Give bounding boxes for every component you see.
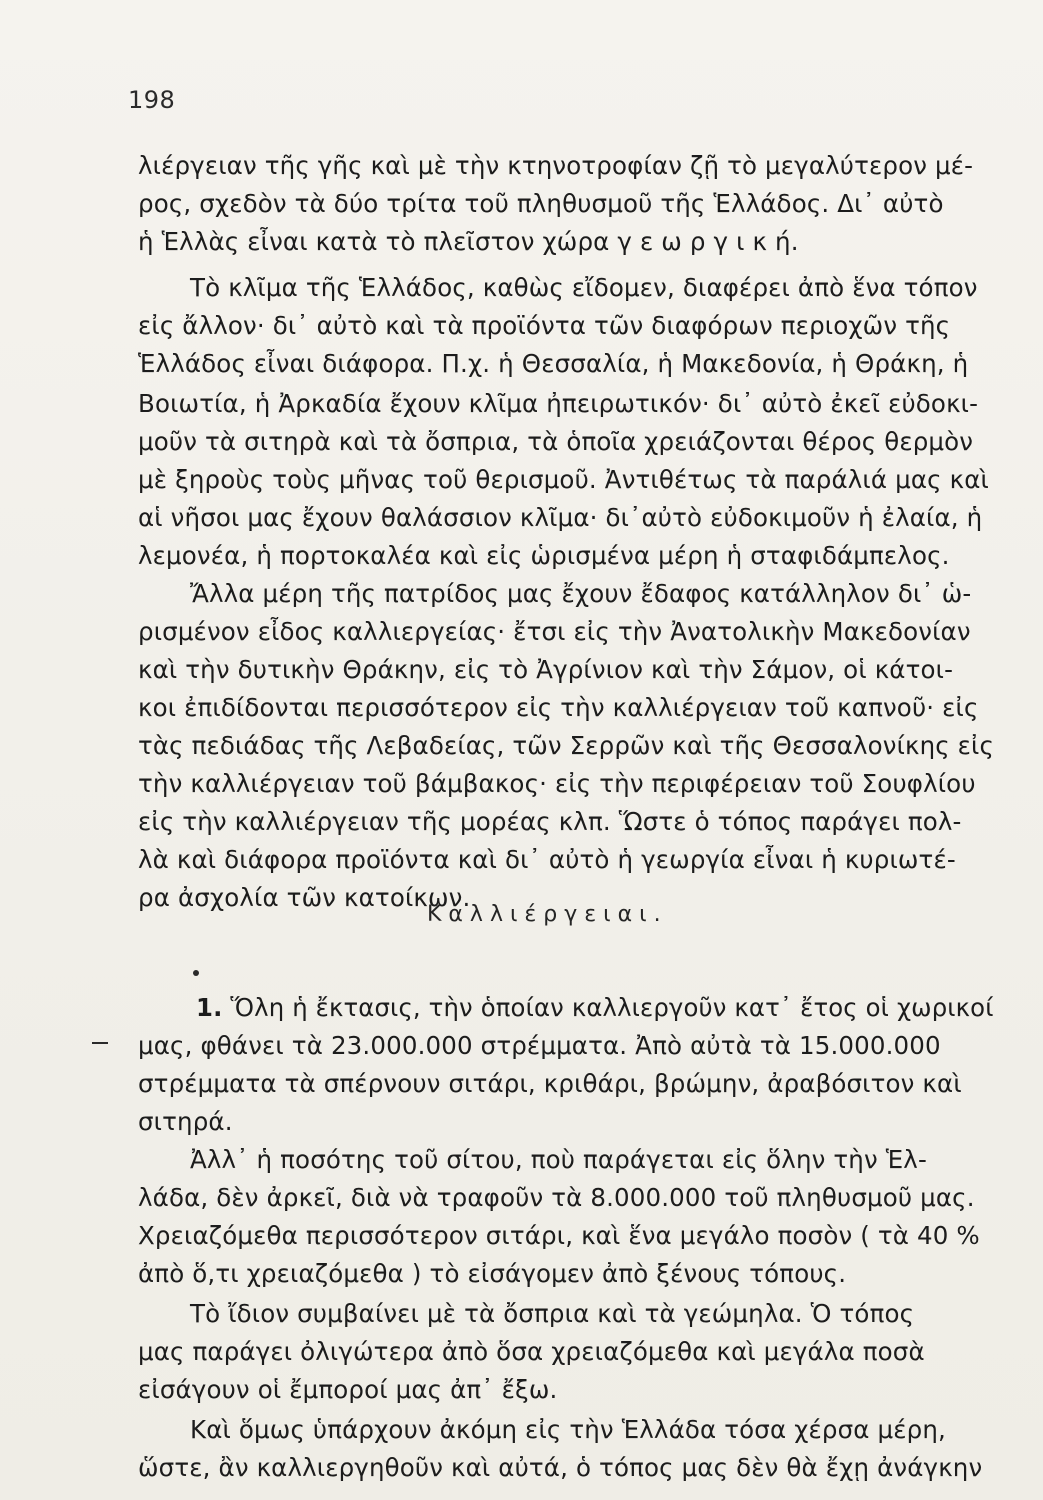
- text-line: Καὶ ὅμως ὑπάρχουν ἀκόμη εἰς τὴν Ἑλλάδα τόσα χέρσα μέρη,: [190, 1415, 946, 1444]
- text-line: μας, φθάνει τὰ 23.000.000 στρέμματα. Ἀπὸ αὐτὰ τὰ 15.000.000: [138, 1031, 941, 1060]
- text-line: τὰς πεδιάδας τῆς Λεβαδείας, τῶν Σερρῶν καὶ τῆς Θεσσαλονίκης εἰς: [138, 731, 995, 760]
- text-line: καὶ τὴν δυτικὴν Θράκην, εἰς τὸ Ἀγρίνιον καὶ τὴν Σάμον, οἱ κάτοι-: [138, 655, 954, 684]
- text-line: εἰσάγουν οἱ ἔμποροί μας ἀπ᾽ ἔξω.: [138, 1375, 558, 1404]
- text-line: Ἑλλάδος εἶναι διάφορα. Π.χ. ἡ Θεσσαλία, ἡ Μακεδονία, ἡ Θράκη, ἡ: [138, 349, 969, 378]
- section-number: 1.: [196, 993, 223, 1022]
- text-line: Τὸ κλῖμα τῆς Ἑλλάδος, καθὼς εἴδομεν, διαφέρει ἀπὸ ἕνα τόπον: [190, 273, 978, 302]
- text-line: σιτηρά.: [138, 1107, 233, 1136]
- text-line: Τὸ ἴδιον συμβαίνει μὲ τὰ ὄσπρια καὶ τὰ γεώμηλα. Ὁ τόπος: [190, 1299, 915, 1328]
- text-line: μοῦν τὰ σιτηρὰ καὶ τὰ ὄσπρια, τὰ ὁποῖα χρειάζονται θέρος θερμὸν: [138, 427, 974, 456]
- ink-dot-mark: [193, 970, 199, 976]
- page-number: 198: [128, 86, 176, 114]
- text-line: λιέργειαν τῆς γῆς καὶ μὲ τὴν κτηνοτροφίαν ζῇ τὸ μεγαλύτερον μέ-: [138, 151, 974, 180]
- text-line: λὰ καὶ διάφορα προϊόντα καὶ δι᾽ αὐτὸ ἡ γεωργία εἶναι ἡ κυριωτέ-: [138, 845, 956, 874]
- text-line: εἰς ἄλλον· δι᾽ αὐτὸ καὶ τὰ προϊόντα τῶν διαφόρων περιοχῶν τῆς: [138, 311, 951, 340]
- text-line: μας παράγει ὀλιγώτερα ἀπὸ ὅσα χρειαζόμεθα καὶ μεγάλα ποσὰ: [138, 1337, 925, 1366]
- text-line: εἰς τὴν καλλιέργειαν τῆς μορέας κλπ. Ὥστε ὁ τόπος παράγει πολ-: [138, 807, 962, 836]
- text-line: αἱ νῆσοι μας ἔχουν θαλάσσιον κλῖμα· δι᾽αὐτὸ εὐδοκιμοῦν ἡ ἐλαία, ἡ: [138, 503, 983, 532]
- text-line: κοι ἐπιδίδονται περισσότερον εἰς τὴν καλλιέργειαν τοῦ καπνοῦ· εἰς: [138, 693, 979, 722]
- margin-dash-mark: [92, 1042, 108, 1044]
- text-line-numbered: [196, 990, 994, 1026]
- text-line: ρα ἀσχολία τῶν κατοίκων.: [138, 883, 471, 912]
- section-heading: Καλλιέργειαι.: [427, 902, 668, 927]
- text-line: μὲ ξηροὺς τοὺς μῆνας τοῦ θερισμοῦ. Ἀντιθέτως τὰ παράλιά μας καὶ: [138, 465, 989, 494]
- text-line: ρος, σχεδὸν τὰ δύο τρίτα τοῦ πληθυσμοῦ τῆς Ἑλλάδος. Δι᾽ αὐτὸ: [138, 189, 944, 218]
- text-line: ἀπὸ ὅ,τι χρειαζόμεθα ) τὸ εἰσάγομεν ἀπὸ ξένους τόπους.: [138, 1259, 847, 1288]
- text-line: Ἄλλα μέρη τῆς πατρίδος μας ἔχουν ἔδαφος κατάλληλον δι᾽ ὡ-: [190, 579, 972, 608]
- text-line: ρισμένον εἶδος καλλιεργείας· ἔτσι εἰς τὴν Ἀνατολικὴν Μακεδονίαν: [138, 617, 971, 646]
- text-line: Χρειαζόμεθα περισσότερον σιτάρι, καὶ ἕνα μεγάλο ποσὸν ( τὰ 40 %: [138, 1221, 980, 1250]
- text-line: ὥστε, ἂν καλλιεργηθοῦν καὶ αὐτά, ὁ τόπος μας δὲν θὰ ἔχῃ ἀνάγκην: [138, 1453, 983, 1482]
- text-line: ἡ Ἑλλὰς εἶναι κατὰ τὸ πλεῖστον χώρα γ ε ω ρ γ ι κ ή.: [138, 227, 799, 256]
- text-line: λεμονέα, ἡ πορτοκαλέα καὶ εἰς ὡρισμένα μέρη ἡ σταφιδάμπελος.: [138, 541, 950, 570]
- text-line: λάδα, δὲν ἀρκεῖ, διὰ νὰ τραφοῦν τὰ 8.000.000 τοῦ πληθυσμοῦ μας.: [138, 1183, 975, 1212]
- text-line: Βοιωτία, ἡ Ἀρκαδία ἔχουν κλῖμα ἠπειρωτικόν· δι᾽ αὐτὸ ἐκεῖ εὐδοκι-: [138, 389, 979, 418]
- text-line: Ὅλη ἡ ἔκτασις, τὴν ὁποίαν καλλιεργοῦν κατ᾽ ἔτος οἱ χωρικοί: [230, 993, 994, 1022]
- text-line: τὴν καλλιέργειαν τοῦ βάμβακος· εἰς τὴν περιφέρειαν τοῦ Σουφλίου: [138, 769, 976, 798]
- text-line: Ἀλλ᾽ ἡ ποσότης τοῦ σίτου, ποὺ παράγεται εἰς ὅλην τὴν Ἑλ-: [190, 1145, 927, 1174]
- text-line: στρέμματα τὰ σπέρνουν σιτάρι, κριθάρι, βρώμην, ἀραβόσιτον καὶ: [138, 1069, 962, 1098]
